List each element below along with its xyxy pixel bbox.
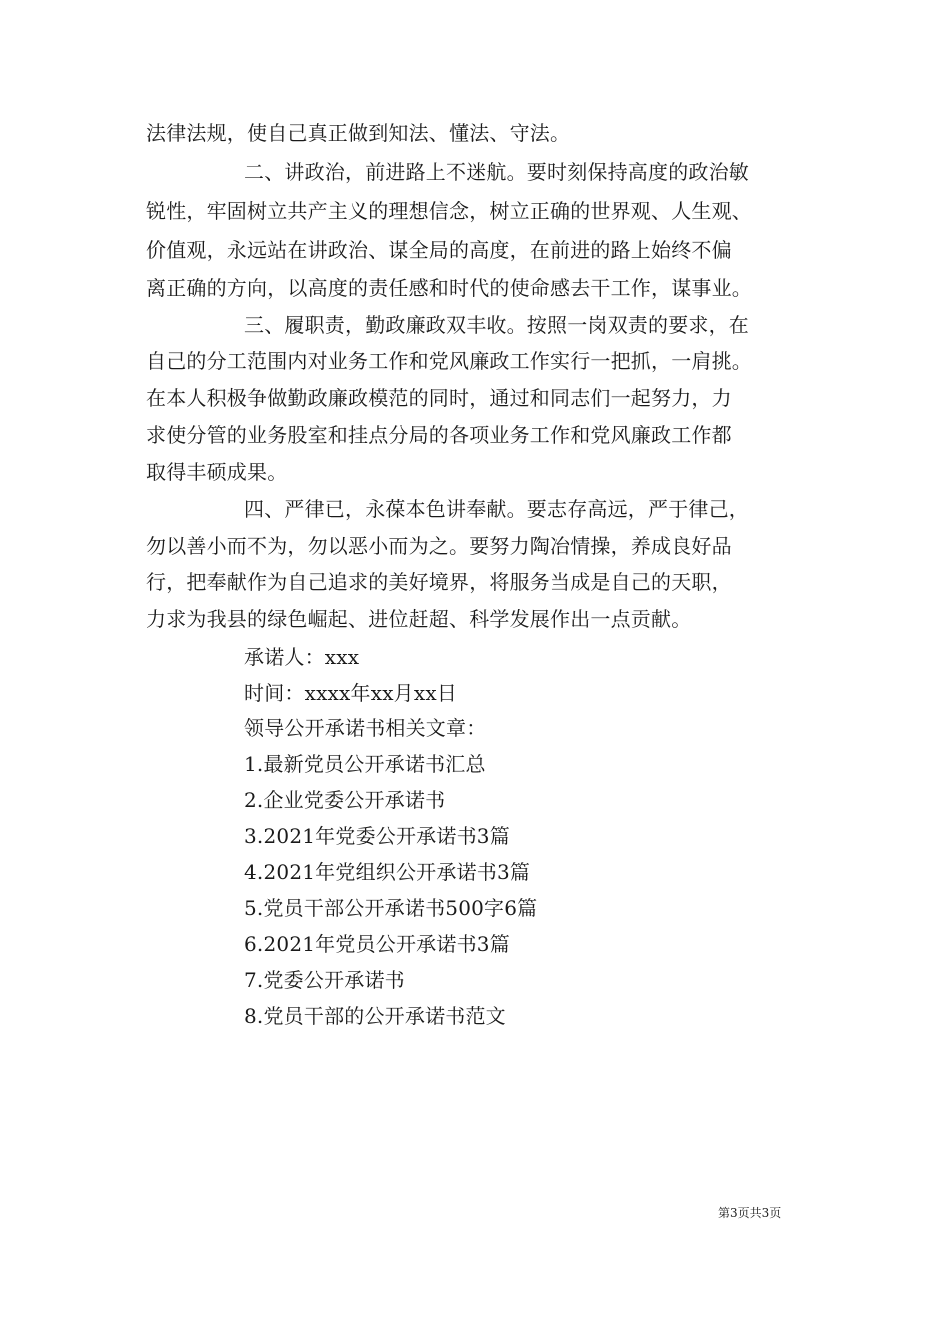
- promiser-line: 承诺人：xxx: [244, 645, 360, 669]
- related-articles-heading: 领导公开承诺书相关文章：: [244, 716, 487, 740]
- page-number-footer: 第3页共3页: [718, 1206, 782, 1220]
- related-article-link[interactable]: 1.最新党员公开承诺书汇总: [244, 752, 486, 776]
- related-article-link[interactable]: 8.党员干部的公开承诺书范文: [244, 1004, 506, 1028]
- date-line: 时间：xxxx年xx月xx日: [244, 681, 458, 705]
- related-article-link[interactable]: 2.企业党委公开承诺书: [244, 788, 446, 812]
- related-article-link[interactable]: 3.2021年党委公开承诺书3篇: [244, 824, 510, 848]
- body-text-line: 求使分管的业务股室和挂点分局的各项业务工作和党风廉政工作都: [146, 423, 732, 447]
- body-text-line: 锐性，牢固树立共产主义的理想信念，树立正确的世界观、人生观、: [146, 199, 752, 223]
- related-article-link[interactable]: 4.2021年党组织公开承诺书3篇: [244, 860, 531, 884]
- body-text-line: 四、严律已，永葆本色讲奉献。要志存高远，严于律己，: [244, 497, 749, 521]
- related-article-link[interactable]: 6.2021年党员公开承诺书3篇: [244, 932, 510, 956]
- body-text-line: 力求为我县的绿色崛起、进位赶超、科学发展作出一点贡献。: [146, 607, 692, 631]
- body-text-line: 二、讲政治，前进路上不迷航。要时刻保持高度的政治敏: [244, 160, 749, 184]
- body-text-line: 离正确的方向，以高度的责任感和时代的使命感去干工作，谋事业。: [146, 276, 752, 300]
- body-text-line: 勿以善小而不为，勿以恶小而为之。要努力陶冶情操，养成良好品: [146, 534, 732, 558]
- body-text-line: 价值观，永远站在讲政治、谋全局的高度，在前进的路上始终不偏: [146, 238, 732, 262]
- related-article-link[interactable]: 7.党委公开承诺书: [244, 968, 405, 992]
- body-text-line: 自己的分工范围内对业务工作和党风廉政工作实行一把抓，一肩挑。: [146, 349, 752, 373]
- body-text-line: 在本人积极争做勤政廉政模范的同时，通过和同志们一起努力，力: [146, 386, 732, 410]
- body-text-line: 法律法规，使自己真正做到知法、懂法、守法。: [146, 121, 571, 145]
- body-text-line: 行，把奉献作为自己追求的美好境界，将服务当成是自己的天职，: [146, 570, 732, 594]
- body-text-line: 三、履职责，勤政廉政双丰收。按照一岗双责的要求，在: [244, 313, 749, 337]
- body-text-line: 取得丰硕成果。: [146, 460, 288, 484]
- related-article-link[interactable]: 5.党员干部公开承诺书500字6篇: [244, 896, 538, 920]
